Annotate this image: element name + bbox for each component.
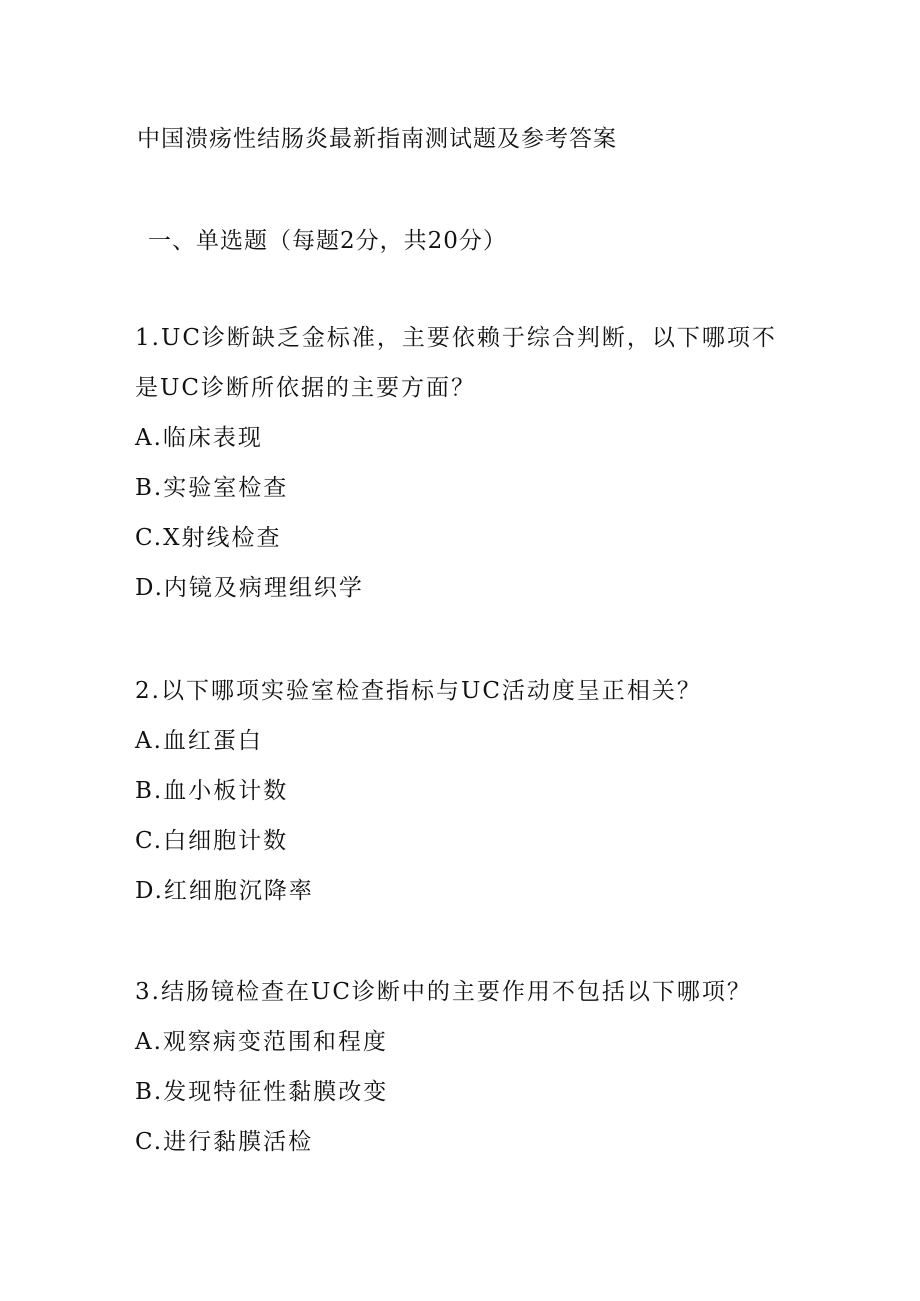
question-2 [135,666,785,916]
question-1 [135,313,785,613]
option-b: B.血小板计数 [135,778,289,804]
option-d: D.内镜及病理组织学 [135,575,364,601]
question-3 [135,967,785,1167]
option-list [135,1017,785,1167]
section-heading: 一、单选题（每题2分，共20分） [148,228,507,254]
question-stem: 2.以下哪项实验室检查指标与UC活动度呈正相关？ [135,678,702,704]
option-c: C.X射线检查 [135,525,282,551]
document-title: 中国溃疡性结肠炎最新指南测试题及参考答案 [137,126,617,152]
option-d: D.红细胞沉降率 [135,878,314,904]
question-stem: 3.结肠镜检查在UC诊断中的主要作用不包括以下哪项？ [135,979,752,1005]
option-a: A.血红蛋白 [135,728,263,754]
question-stem: 1.UC诊断缺乏金标准，主要依赖于综合判断，以下哪项不是UC诊断所依据的主要方面？ [135,325,777,401]
option-list [135,716,785,916]
option-a: A.临床表现 [135,425,263,451]
option-b: B.实验室检查 [135,475,289,501]
option-list [135,413,785,613]
option-c: C.白细胞计数 [135,828,289,854]
option-a: A.观察病变范围和程度 [135,1029,388,1055]
option-c: C.进行黏膜活检 [135,1129,314,1155]
option-b: B.发现特征性黏膜改变 [135,1079,389,1105]
